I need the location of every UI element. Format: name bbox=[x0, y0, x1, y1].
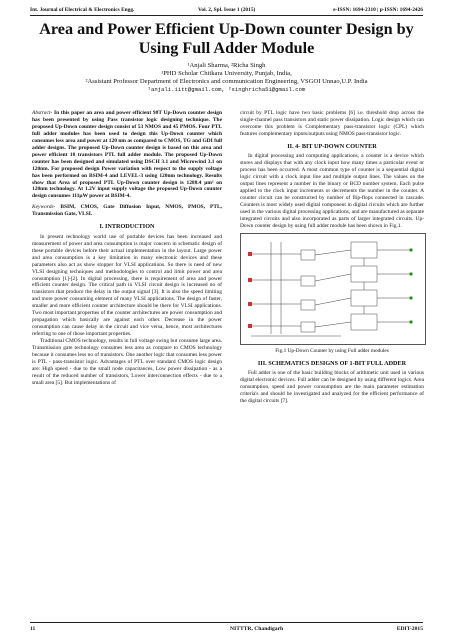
author-names: ¹Anjali Sharma, ²Richa Singh bbox=[187, 62, 266, 69]
volume-info: Vol. 2, Spl. Issue 1 (2015) bbox=[198, 7, 256, 13]
footer-rule bbox=[30, 622, 423, 623]
abstract bbox=[32, 110, 222, 200]
issn-info: e-ISSN: 1694-2310 | p-ISSN: 1694-2426 bbox=[333, 7, 423, 13]
schematic-diagram bbox=[241, 234, 425, 344]
affiliation-2: ²Assistant Professor Department of Electronics and communication Engineering, VSGOI Unnao,U.P. India bbox=[85, 78, 368, 85]
author-emails: ¹anjali.iitt@gmail.com, ²singhricha51@gmail.com bbox=[147, 86, 306, 93]
affiliation-1: ¹PHD Scholar Chitkara University, Punjab, India, bbox=[161, 70, 292, 77]
intro-paragraph-2: Traditional CMOS technology, results in full voltage swing but consume large area. Transmission gate technology consumes less area as compare to CMOS technology because it consumes less no of transistors. One another logic that consumes less power is PTL - pass-transistor logic. Advantages of PTL over standard CMOS logic design are: High speed - due to the small node capacitances, Low power dissipation - as a result of the reduced number of transistors, Lower interconnection effects - due to a small area [5]. But implementations of bbox=[32, 338, 222, 386]
author-block bbox=[30, 62, 423, 94]
section-3-heading: III. SCHEMATICS DESIGNS OF 1-BIT FULL ADDER bbox=[257, 359, 407, 367]
abstract-label: Abstract- bbox=[32, 110, 53, 116]
section-2-heading: II. 4- BIT UP-DOWN COUNTER bbox=[287, 142, 377, 150]
keywords-text: BSIM, CMOS, Gate Diffusion Input, NMOS, PMOS, PTL, Transmission Gate, VLSI. bbox=[32, 204, 222, 218]
right-paragraph-1: circuit by PTL logic have two basic problems [6] i.e. threshold drop across the single-channel pass transistors and static power dissipation. Logic design which can overcome this problem is Complementary pass-transistor logic (CPL) which features complementary inputs/outputs using NMOS pass-transistor logic. bbox=[240, 110, 424, 137]
journal-name: Int. Journal of Electrical & Electronics Engg. bbox=[30, 7, 135, 13]
right-column bbox=[240, 110, 424, 405]
page-number: 11 bbox=[30, 626, 36, 632]
section-3-paragraph: Full adder is one of the basic building blocks of arithmetic unit used in various digital electronic devices. Full adder can be designed by using different logics. Area consumption, speed and power consumption are the main parameter estimation criteria's and should be investigated and analyzed for the efficient performance of the digital circuits [7]. bbox=[240, 370, 424, 405]
paper-title: Area and Power Efficient Up-Down counter Design by Using Full Adder Module bbox=[39, 20, 414, 57]
section-2-paragraph: In digital processing and computing applications, a counter is a device which stores and displays that with any clock input how many times a particular event or process has been occurred. A most common type of counter is a sequential digital logic circuit with a clock input line and multiple output lines. The values on the output lines represent a number in the binary or BCD number system. Each pulse applied to the clock input increments or decrements the number in the counter. A counter circuit can be constructed by number of flip-flops connected in cascade. Counters is most widely used digital component in digital circuits which are further used in the various digital processing applications, and are manufactured as separate integrated circuits and also incorporated as parts of larger integrated circuits. Up-Down counter design by using full adder module has been shown in Fig.1. bbox=[240, 153, 424, 229]
counter-schematic-figure bbox=[240, 233, 426, 345]
intro-paragraph-1: In present technology world use of portable devices has been increased and measurement of power and area consumption is major concern in schematic design of these portable devices before their actual implementation in the layout. Large power and area consumption is a key limitation in many electronic devices and these parameters also act as show stopper for VLSI applications. So there is need of new VLSI designing techniques and methodologies to control and limit power and area consumption [1]-[2]. In digital processing, there is requirement of area and power efficient counter design. The critical path in VLSI circuit design is increased no of transistors that produce the delay in the output signal [3]. It is also the speed limiting and more power consuming element of many VLSI applications. The design of faster, smaller and more efficient counter architecture should be there for VLSI applications. Two most important properties of the counter architectures are power consumption and propagation which basically are against each other. Decrease in the power consumption can cause delay in the circuit and vice versa, hence, most architectures referring to one of those important properties. bbox=[32, 233, 222, 338]
header-rule bbox=[30, 15, 423, 16]
institution: NITTTR, Chandigarh bbox=[230, 626, 284, 632]
keywords-label: Keywords- bbox=[32, 204, 56, 211]
figure-caption: Fig.1 Up-Down Counter by using Full adder modules bbox=[275, 347, 389, 354]
keywords bbox=[32, 204, 222, 218]
intro-heading: I. INTRODUCTION bbox=[99, 223, 155, 231]
abstract-text: In this paper an area and power efficient 98T Up-Down counter design has been presented by using Pass transistor logic designing technique. The proposed Up-Down counter design consist of 53 NMOS and 45 PMOS. Four PTL full adder modules has been used to design this Up-Down counter which consumes less area and power at 120 nm as compared to CMOS, TG and GDI full adder designs. The proposed Up-Down counter design is based on this area and power efficient 10 transistors PTL full adder module. The proposed Up-Down counter has been designed and simulated using DSCH 3.1 and Microwind 3.1 on 120nm. For proposed design Power variation with respect to the supply voltage has been performed on BSIM-4 and LEVEL-3 using 120nm technology. Results show that Area of proposed PTL Up-Down counter design is 1288.4 µm² on 120nm technology. At 1.2V input supply voltage the proposed Up-Down counter design consumes 111µW power at BSIM-4. bbox=[32, 110, 222, 200]
left-column bbox=[32, 110, 222, 387]
edition: EDIT-2015 bbox=[396, 626, 423, 632]
